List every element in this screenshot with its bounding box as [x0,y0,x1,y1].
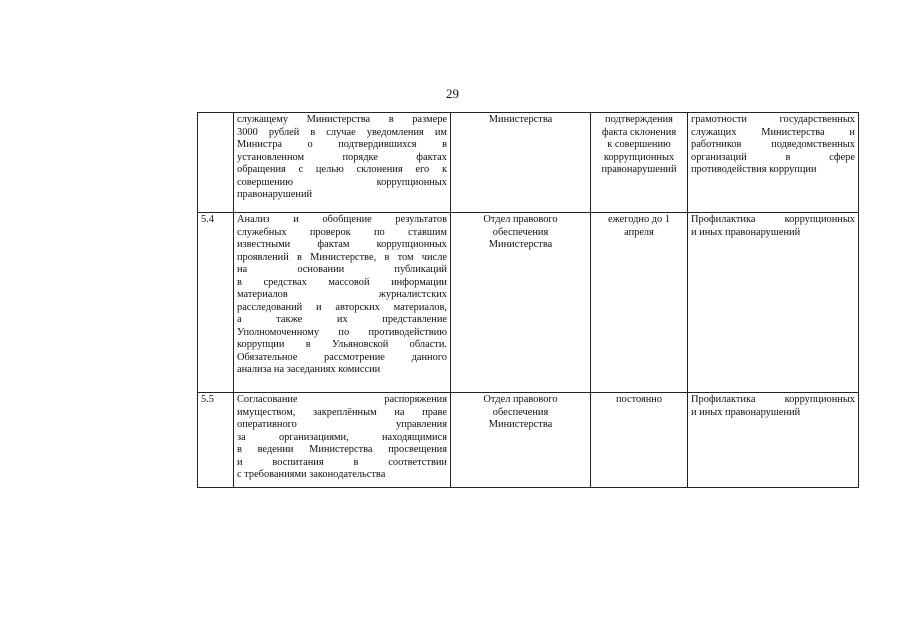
measure-description [234,113,451,213]
measure-description-line: коррупции в Ульяновской области. [237,339,447,350]
responsible-party-line: Отдел правового [483,214,558,225]
responsible-party-line: Отдел правового [483,394,558,405]
deadline-line: правонарушений [601,164,677,175]
responsible-party-line: Министерства [488,114,553,125]
expected-result-line: организаций в сфере [691,151,855,163]
responsible-party [451,213,591,393]
expected-result-line: и иных правонарушений [691,226,801,238]
measure-description-line: материалов журналистских [237,289,447,300]
measure-description-line: Министра о подтвердившихся в [237,139,447,150]
measure-description-line: Обязательное рассмотрение данного [237,351,447,363]
item-number: 5.5 [198,393,234,488]
measure-description-line: известными фактам коррупционных [237,239,447,250]
deadline [591,393,688,488]
measure-description-line: 3000 рублей в случае уведомления им [237,126,447,138]
deadline [591,113,688,213]
responsible-party-line: Министерства [488,239,553,250]
measure-description-line: служащему Министерства в размере [237,114,447,125]
measure-description-line: совершению коррупционных [237,176,447,188]
deadline-line: коррупционных [603,151,675,163]
measure-description-line: проявлений в Министерстве, в том числе [237,251,447,263]
measure-description-line: расследований и авторских материалов, [237,301,447,313]
expected-result [688,113,859,213]
expected-result-line: Профилактика коррупционных [691,214,855,225]
table-row [198,213,859,393]
page-number: 29 [446,86,459,101]
measure-description-line: обращения с целью склонения его к [237,164,447,175]
measure-description-line: с требованиями законодательства [237,469,386,480]
responsible-party [451,393,591,488]
table-row [198,393,859,488]
deadline-line: ежегодно до 1 [607,214,671,225]
measure-description-line: и воспитания в соответствии [237,456,447,468]
measure-description-line: а также их представление [237,314,447,325]
expected-result-line: служащих Министерства и [691,126,855,138]
responsible-party-line: Министерства [488,419,553,430]
deadline-line: постоянно [615,394,663,405]
deadline-line: апреля [624,226,654,238]
expected-result-line: Профилактика коррупционных [691,394,855,405]
measure-description-line: анализа на заседаниях комиссии [237,364,381,375]
item-number [198,113,234,213]
measure-description-line: в средствах массовой информации [237,276,447,288]
deadline-line: факта склонения [601,126,677,138]
measure-description-line: имуществом, закреплённым на праве [237,406,447,418]
measure-description-line: Согласование распоряжения [237,394,447,405]
measure-description-line: за организациями, находящимися [237,431,447,443]
table-row [198,113,859,213]
deadline [591,213,688,393]
measure-description-line: установленном порядке фактах [237,151,447,163]
expected-result-line: работников подведомственных [691,139,855,150]
expected-result [688,213,859,393]
responsible-party-line: обеспечения [492,406,549,418]
measure-description-line: оперативного управления [237,419,447,430]
measure-description-line: Анализ и обобщение результатов [237,214,447,225]
expected-result [688,393,859,488]
expected-result-line: противодействия коррупции [691,164,817,175]
measure-description-line: служебных проверок по ставшим [237,226,447,238]
expected-result-line: грамотности государственных [691,114,855,125]
item-number: 5.4 [198,213,234,393]
measure-description-line: в ведении Министерства просвещения [237,444,447,455]
responsible-party-line: обеспечения [492,226,549,238]
measures-table [197,112,859,488]
measure-description-line: на основании публикаций [237,264,447,275]
measure-description-line: правонарушений [237,189,313,200]
measure-description [234,393,451,488]
deadline-line: к совершению [607,139,671,150]
responsible-party [451,113,591,213]
measure-description-line: Уполномоченному по противодействию [237,326,447,338]
expected-result-line: и иных правонарушений [691,406,801,418]
measure-description [234,213,451,393]
deadline-line: подтверждения [605,114,673,125]
